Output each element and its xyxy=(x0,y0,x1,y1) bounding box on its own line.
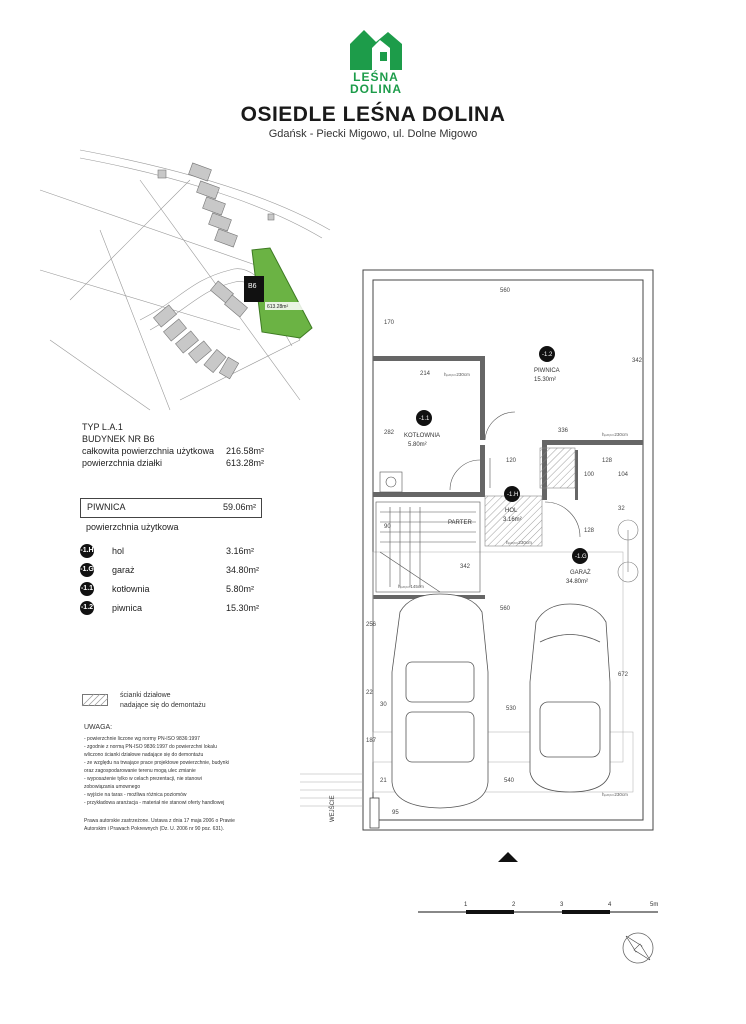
page-subtitle: Gdańsk - Piecki Migowo, ul. Dolne Migowo xyxy=(268,128,478,140)
room-name: garaż xyxy=(112,565,135,575)
height-hol: hₚₘᵢₙ=230cm xyxy=(506,540,532,545)
room-area: 5.80m² xyxy=(226,584,255,594)
dim-30: 30 xyxy=(380,702,387,708)
scale-label: 1 xyxy=(464,902,468,908)
plan-area-garaz: 34.80m² xyxy=(566,579,589,585)
room-badge: -1.1 xyxy=(80,582,94,596)
dim-garage-w: 560 xyxy=(500,606,511,612)
dim-214: 214 xyxy=(420,371,431,377)
scale-label: 2 xyxy=(512,902,516,908)
room-name: piwnica xyxy=(112,603,143,613)
room-area: 3.16m² xyxy=(226,546,255,556)
hatch-legend-icon xyxy=(82,694,108,706)
plot-area-label-text: powierzchnia działki xyxy=(82,458,163,468)
dim-128a: 128 xyxy=(602,458,613,464)
room-badge: -1.G xyxy=(80,563,94,577)
plan-room-hol: HOL xyxy=(505,508,518,514)
dim-104: 104 xyxy=(618,472,629,478)
logo-house-icon xyxy=(346,26,406,70)
plan-room-garaz: GARAŻ xyxy=(570,570,591,576)
dim-120: 120 xyxy=(506,458,517,464)
site-plan xyxy=(40,140,340,410)
dim-342: 342 xyxy=(460,564,471,570)
building-b6-label: B6 xyxy=(248,283,257,290)
scale-label: 4 xyxy=(608,902,612,908)
note-line: oraz zagospodarowanie terenu mogą ulec zmianie xyxy=(84,768,196,774)
hatch-legend-line2: nadające się do demontażu xyxy=(120,702,206,709)
scale-label: 5m xyxy=(650,902,659,908)
height-garage: hₚₘᵢₙ=230cm xyxy=(602,792,628,797)
scale-label: 3 xyxy=(560,902,564,908)
room-name: hol xyxy=(112,546,125,556)
plan-area-piwnica: 15.30m² xyxy=(534,377,557,383)
room-name: kotłownia xyxy=(112,584,150,594)
page-title: OSIEDLE LEŚNA DOLINA xyxy=(240,103,506,126)
type-label: TYP L.A.1 xyxy=(82,422,123,432)
usable-area-heading: powierzchnia użytkowa xyxy=(86,522,179,532)
dim-336: 336 xyxy=(558,428,569,434)
hatch-legend-line1: ścianki działowe xyxy=(120,692,171,699)
dim-22: 22 xyxy=(366,690,373,696)
note-line: wliczono ścianki działowe nadające się do demontażu xyxy=(84,752,204,758)
entrance-label: WEJŚCIE xyxy=(330,795,336,822)
note-line: - powierzchnie liczone wg normy PN-ISO 9836:1997 xyxy=(84,736,200,742)
dim-top: 560 xyxy=(500,288,511,294)
dim-left-top: 170 xyxy=(384,320,395,326)
dim-90: 90 xyxy=(384,524,391,530)
notes-heading: UWAGA: xyxy=(84,724,113,731)
plan-area-hol: 3.16m² xyxy=(503,517,522,523)
plan-room-piwnica: PIWNICA xyxy=(534,368,560,374)
dim-530: 530 xyxy=(506,706,517,712)
parter-label: PARTER xyxy=(448,520,472,526)
plan-badge-hol: -1.H xyxy=(507,492,519,498)
room-area: 15.30m² xyxy=(226,603,260,613)
note-line: - zgodnie z normą PN-ISO 9836:1997 do powierzchni lokalu xyxy=(84,744,217,750)
plan-area-kotlownia: 5.80m² xyxy=(408,442,427,448)
plan-badge-piwnica: -1.2 xyxy=(542,352,553,358)
building-label: BUDYNEK NR B6 xyxy=(82,434,155,444)
height-kotlownia: hₚₘᵢₙ=230cm xyxy=(444,372,470,377)
dim-95: 95 xyxy=(392,810,399,816)
room-badge: -1.2 xyxy=(80,601,94,615)
height-piwnica: hₚₘᵢₙ=230cm xyxy=(602,432,628,437)
dim-100: 100 xyxy=(584,472,595,478)
dim-282: 282 xyxy=(384,430,395,436)
car-left xyxy=(392,594,488,808)
logo-text-bottom: DOLINA xyxy=(350,82,402,96)
copyright-line: Autorskim i Prawach Pokrewnych (Dz. U. 2006 nr 90 poz. 631). xyxy=(84,826,225,832)
total-area-label: całkowita powierzchnia użytkowa xyxy=(82,446,215,456)
floor-area-value: 59.06m² xyxy=(223,502,257,512)
note-line: - ze względu na trwające prace projektowe powierzchnie, budynki xyxy=(84,760,230,766)
car-right xyxy=(530,604,610,792)
plot-area-value: 613.28m² xyxy=(226,458,265,468)
dim-256: 256 xyxy=(366,622,377,628)
logo xyxy=(345,26,407,98)
dim-672: 672 xyxy=(618,672,629,678)
dim-21: 21 xyxy=(380,778,387,784)
total-area-value: 216.58m² xyxy=(226,446,265,456)
dim-128b: 128 xyxy=(584,528,595,534)
room-area: 34.80m² xyxy=(226,565,260,575)
room-list xyxy=(80,544,270,618)
plan-room-kotlownia: KOTŁOWNIA xyxy=(404,433,441,439)
dim-32: 32 xyxy=(618,506,625,512)
plan-badge-garaz: -1.G xyxy=(575,554,587,560)
dim-right-top: 342 xyxy=(632,358,643,364)
dim-540: 540 xyxy=(504,778,515,784)
copyright-line: Prawa autorskie zastrzeżone. Ustawa z dnia 17 maja 2006 o Prawie xyxy=(84,818,235,824)
height-stairs: hₚₘᵢₙ=145cm xyxy=(398,584,424,589)
logo-text-top: LEŚNA xyxy=(353,70,399,84)
plot-area-label: 613.28m² xyxy=(267,304,289,310)
scale-bar xyxy=(418,898,668,920)
note-line: - przykładowa aranżacja - materiał nie stanowi oferty handlowej xyxy=(84,800,225,806)
floor-plan xyxy=(330,262,670,862)
note-line: - wyposażenie tylko w celach prezentacji, nie stanowi xyxy=(84,776,202,782)
room-badge: -1.H xyxy=(80,544,94,558)
compass-icon xyxy=(618,928,658,968)
floor-box xyxy=(80,498,262,518)
note-line: - wyjście na taras - możliwa różnica poziomów xyxy=(84,792,187,798)
floor-label: PIWNICA xyxy=(87,502,126,512)
note-line: zobowiązania umownego xyxy=(84,784,141,790)
notes xyxy=(84,724,270,833)
dim-187: 187 xyxy=(366,738,377,744)
plan-badge-kotlownia: -1.1 xyxy=(419,416,430,422)
